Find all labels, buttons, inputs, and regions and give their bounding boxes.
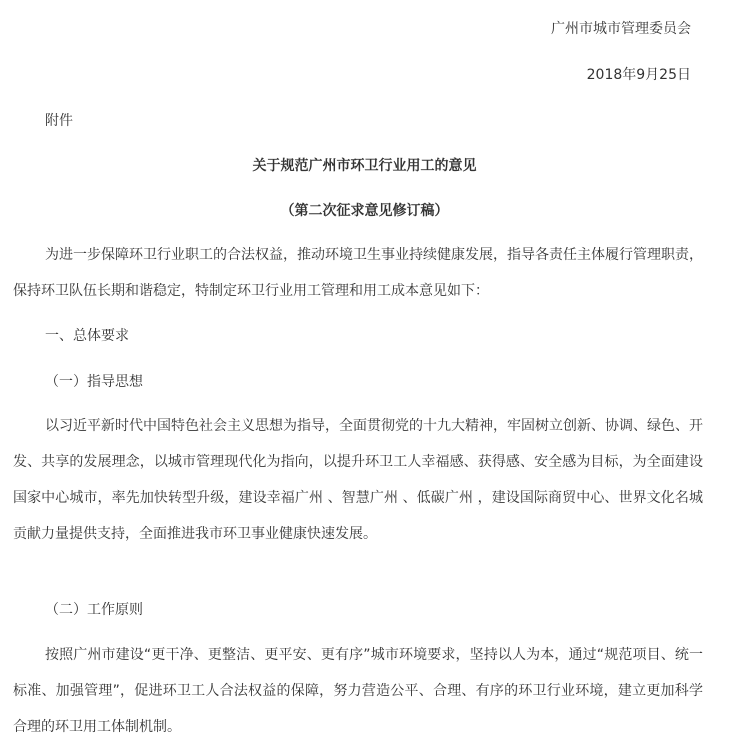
document-subtitle: （第二次征求意见修订稿） [280,203,449,219]
attachment-label: 附件 [45,113,73,129]
subsection-heading: （二）工作原则 [45,602,143,618]
body-paragraph: 按照广州市建设“更干净、更整洁、更平安、更有序”城市环境要求，坚持以人为本，通过“规范项目、统一标准、加强管理”，促进环卫工人合法权益的保障，努力营造公平、合理、有序的环卫行业环境，建立更加科学合理的环卫用工体制机制。 [13,647,703,735]
body-paragraph: 以习近平新时代中国特色社会主义思想为指导，全面贯彻党的十九大精神，牢固树立创新、协调、绿色、开发、共享的发展理念，以城市管理现代化为指向，以提升环卫工人幸福感、获得感、安全感为目标，为全面建设国家中心城市，率先加快转型升级，建设幸福广州 、智慧广州 、低碳广州 ，建设国际商贸中心、世界文化名城贡献力量提供支持，全面推进我市环卫事业健康快速发展。 [13,418,703,542]
document-date: 2018年9月25日 [586,67,691,83]
issuer-name: 广州市城市管理委员会 [551,21,691,37]
section-heading: 一、总体要求 [45,328,129,344]
document-title: 关于规范广州市环卫行业用工的意见 [252,158,477,174]
subsection-heading: （一）指导思想 [45,374,143,390]
intro-paragraph: 为进一步保障环卫行业职工的合法权益，推动环境卫生事业持续健康发展，指导各责任主体履行管理职责，保持环卫队伍长期和谐稳定，特制定环卫行业用工管理和用工成本意见如下： [13,247,703,299]
